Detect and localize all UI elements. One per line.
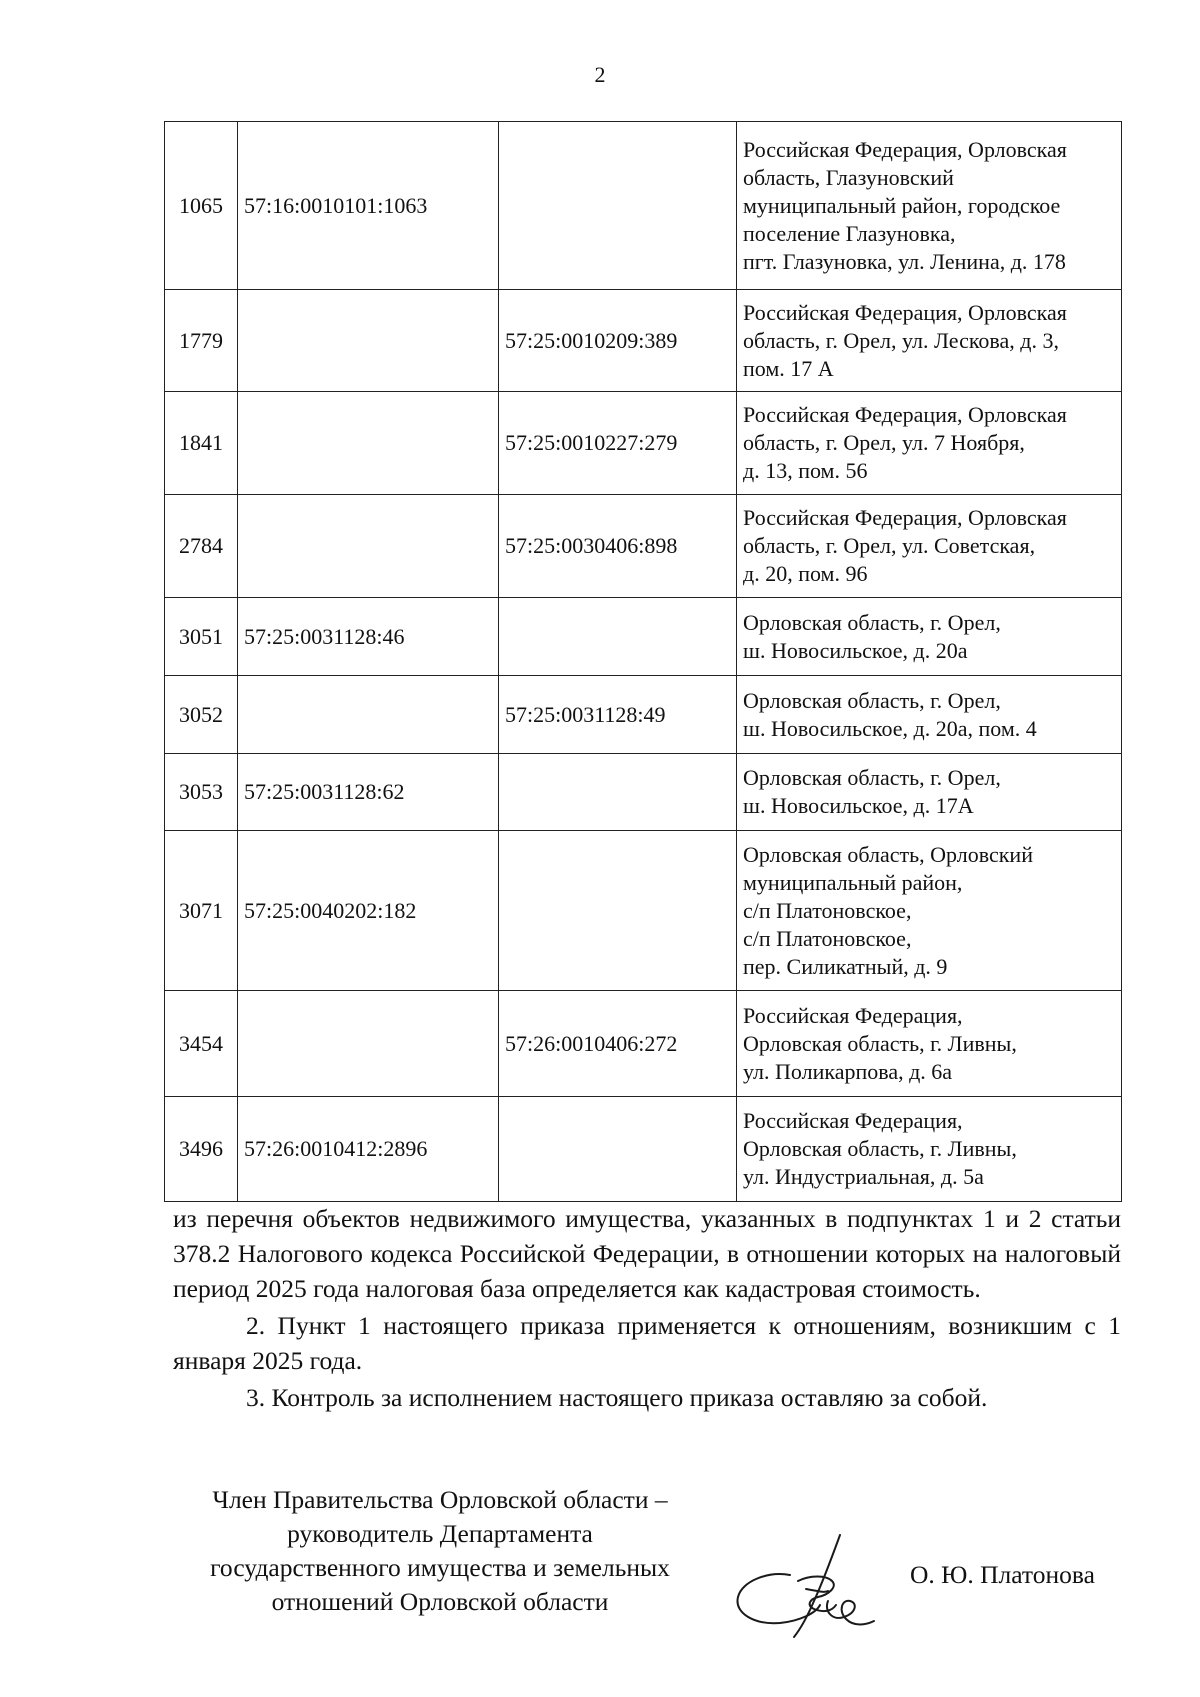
address-line: Российская Федерация, Орловская bbox=[743, 136, 1067, 162]
address-line: Российская Федерация, bbox=[743, 1002, 963, 1028]
address-line: Орловская область, г. Орел, bbox=[743, 765, 1001, 790]
address-line: Российская Федерация, Орловская bbox=[743, 299, 1067, 325]
property-address bbox=[737, 754, 1122, 831]
table-row bbox=[165, 754, 1122, 831]
address-line: Орловская область, г. Орел, bbox=[743, 687, 1001, 713]
land-cadastral-number: 57:26:0010412:2896 bbox=[238, 1097, 499, 1202]
land-cadastral-number: 57:25:0031128:46 bbox=[238, 598, 499, 676]
premises-cadastral-number: 57:25:0010209:389 bbox=[499, 290, 737, 392]
land-cadastral-number bbox=[238, 991, 499, 1097]
premises-cadastral-number: 57:25:0031128:49 bbox=[499, 676, 737, 754]
table-row bbox=[165, 290, 1122, 392]
address-line: Российская Федерация, Орловская bbox=[743, 402, 1067, 427]
property-address bbox=[737, 1097, 1122, 1202]
address-line: д. 20, пом. 96 bbox=[743, 561, 868, 586]
row-number: 1841 bbox=[165, 392, 238, 495]
property-address bbox=[737, 991, 1122, 1097]
paragraph-exclusion: из перечня объектов недвижимого имущества, указанных в подпунктах 1 и 2 статьи 378.2 Налогового кодекса Российской Федерации, в отношении которых на налоговый период 2025 года налоговая база определяется как кадастровая стоимость. bbox=[173, 1204, 1121, 1303]
address-line: поселение Глазуновка, bbox=[743, 220, 956, 246]
table-row bbox=[165, 392, 1122, 495]
address-line: пом. 17 А bbox=[743, 355, 834, 381]
order-text bbox=[173, 1201, 1121, 1415]
property-address bbox=[737, 598, 1122, 676]
address-line: с/п Платоновское, bbox=[743, 925, 912, 951]
table-row bbox=[165, 676, 1122, 754]
row-number: 1779 bbox=[165, 290, 238, 392]
paragraph-effective-date: 2. Пункт 1 настоящего приказа применяется к отношениям, возникшим с 1 января 2025 года. bbox=[173, 1311, 1121, 1375]
table-row bbox=[165, 1097, 1122, 1202]
table-row bbox=[165, 831, 1122, 991]
position-line: государственного имущества и земельных bbox=[210, 1553, 670, 1582]
premises-cadastral-number bbox=[499, 598, 737, 676]
table-row bbox=[165, 122, 1122, 290]
land-cadastral-number: 57:25:0031128:62 bbox=[238, 754, 499, 831]
row-number: 3051 bbox=[165, 598, 238, 676]
signatory-position bbox=[170, 1483, 710, 1619]
address-line: с/п Платоновское, bbox=[743, 897, 912, 923]
address-line: область, г. Орел, ул. 7 Ноября, bbox=[743, 430, 1025, 455]
land-cadastral-number bbox=[238, 495, 499, 598]
property-address bbox=[737, 831, 1122, 991]
premises-cadastral-number bbox=[499, 1097, 737, 1202]
property-table-body bbox=[165, 122, 1122, 1202]
address-line: пер. Силикатный, д. 9 bbox=[743, 953, 948, 979]
handwritten-signature bbox=[728, 1531, 878, 1641]
property-address bbox=[737, 676, 1122, 754]
address-line: ш. Новосильское, д. 20а bbox=[743, 637, 968, 663]
row-number: 1065 bbox=[165, 122, 238, 290]
table-row bbox=[165, 495, 1122, 598]
address-line: Орловская область, г. Орел, bbox=[743, 609, 1001, 635]
property-address bbox=[737, 290, 1122, 392]
land-cadastral-number bbox=[238, 290, 499, 392]
address-line: ш. Новосильское, д. 20а, пом. 4 bbox=[743, 715, 1037, 741]
address-line: Орловская область, Орловский bbox=[743, 841, 1033, 867]
signer-name: О. Ю. Платонова bbox=[910, 1560, 1095, 1589]
address-line: пгт. Глазуновка, ул. Ленина, д. 178 bbox=[743, 248, 1066, 274]
property-table bbox=[164, 121, 1122, 1202]
address-line: Российская Федерация, bbox=[743, 1108, 963, 1133]
premises-cadastral-number bbox=[499, 754, 737, 831]
land-cadastral-number: 57:16:0010101:1063 bbox=[238, 122, 499, 290]
address-line: ул. Поликарпова, д. 6а bbox=[743, 1058, 953, 1084]
row-number: 3454 bbox=[165, 991, 238, 1097]
address-line: Орловская область, г. Ливны, bbox=[743, 1136, 1017, 1161]
premises-cadastral-number: 57:25:0030406:898 bbox=[499, 495, 737, 598]
address-line: Орловская область, г. Ливны, bbox=[743, 1030, 1017, 1056]
premises-cadastral-number bbox=[499, 831, 737, 991]
row-number: 3496 bbox=[165, 1097, 238, 1202]
property-address bbox=[737, 392, 1122, 495]
premises-cadastral-number: 57:25:0010227:279 bbox=[499, 392, 737, 495]
address-line: ш. Новосильское, д. 17А bbox=[743, 793, 974, 818]
row-number: 3053 bbox=[165, 754, 238, 831]
address-line: область, Глазуновский bbox=[743, 164, 954, 190]
page-number: 2 bbox=[594, 62, 606, 87]
paragraph-control: 3. Контроль за исполнением настоящего приказа оставляю за собой. bbox=[246, 1383, 988, 1412]
premises-cadastral-number: 57:26:0010406:272 bbox=[499, 991, 737, 1097]
table-row bbox=[165, 598, 1122, 676]
address-line: область, г. Орел, ул. Советская, bbox=[743, 533, 1036, 558]
row-number: 2784 bbox=[165, 495, 238, 598]
table-row bbox=[165, 991, 1122, 1097]
row-number: 3052 bbox=[165, 676, 238, 754]
address-line: Российская Федерация, Орловская bbox=[743, 505, 1067, 530]
position-line: руководитель Департамента bbox=[287, 1519, 593, 1548]
position-line: отношений Орловской области bbox=[271, 1587, 609, 1616]
address-line: муниципальный район, bbox=[743, 869, 963, 895]
position-line: Член Правительства Орловской области – bbox=[212, 1485, 668, 1514]
property-address bbox=[737, 495, 1122, 598]
row-number: 3071 bbox=[165, 831, 238, 991]
address-line: ул. Индустриальная, д. 5а bbox=[743, 1164, 984, 1189]
land-cadastral-number bbox=[238, 676, 499, 754]
address-line: муниципальный район, городское bbox=[743, 192, 1061, 218]
property-address bbox=[737, 122, 1122, 290]
address-line: д. 13, пом. 56 bbox=[743, 458, 868, 483]
land-cadastral-number: 57:25:0040202:182 bbox=[238, 831, 499, 991]
premises-cadastral-number bbox=[499, 122, 737, 290]
land-cadastral-number bbox=[238, 392, 499, 495]
address-line: область, г. Орел, ул. Лескова, д. 3, bbox=[743, 327, 1059, 353]
